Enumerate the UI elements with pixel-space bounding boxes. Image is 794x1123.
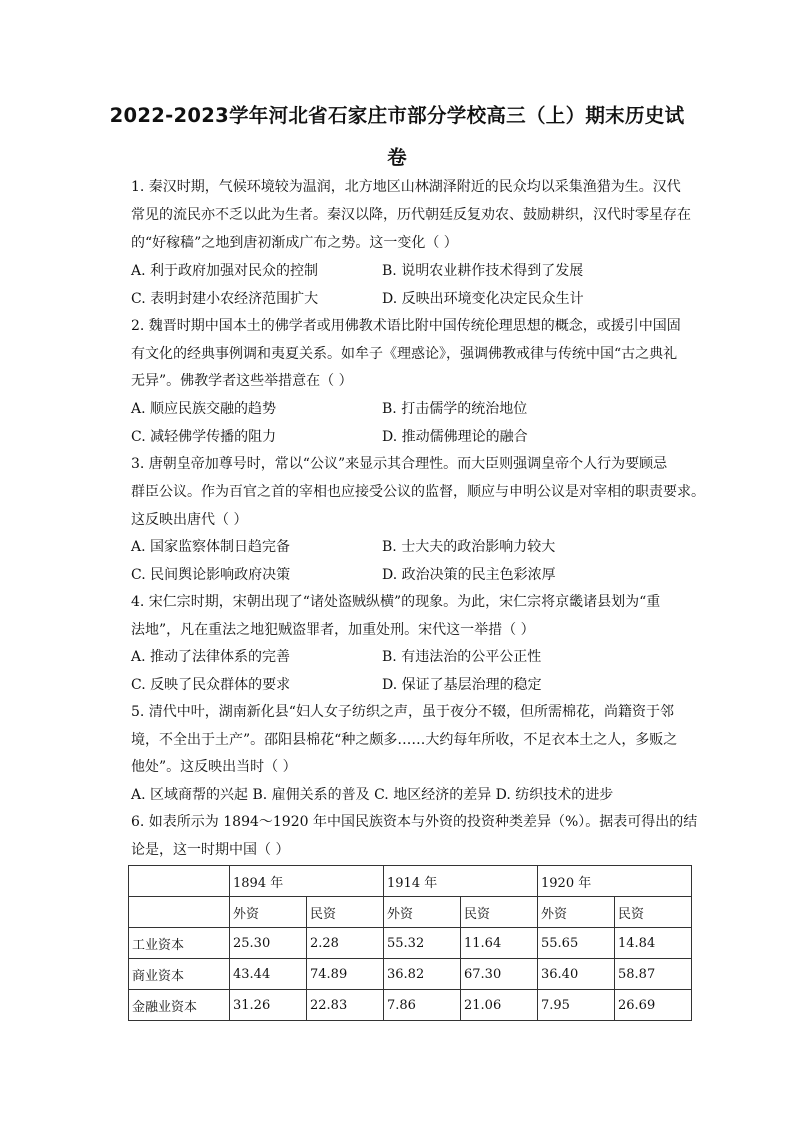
table-year-header: 1894 年 [230,866,384,897]
question-1-option-c: C. 表明封建小农经济范围扩大 [131,291,319,307]
table-cell: 31.26 [230,990,307,1021]
question-3-option-b: B. 士大夫的政治影响力较大 [382,539,556,555]
table-cell: 58.87 [615,959,692,990]
question-1-option-a: A. 利于政府加强对民众的控制 [131,263,319,279]
question-3-line-3: 这反映出唐代（ ） [131,512,248,528]
table-cell: 21.06 [461,990,538,1021]
table-cell: 67.30 [461,959,538,990]
table-corner-cell [129,866,230,897]
table-cell: 55.65 [538,928,615,959]
table-cell: 7.95 [538,990,615,1021]
question-5-line-1: 5. 清代中叶，湖南新化县“妇人女子纺织之声，虽于夜分不辍，但所需棉花，尚籍资于邻 [131,704,674,720]
table-cell: 22.83 [307,990,384,1021]
question-2-option-d: D. 推动儒佛理论的融合 [382,429,528,445]
table-corner-cell [129,897,230,928]
table-cell: 26.69 [615,990,692,1021]
table-row [129,928,692,959]
table-subheader: 民资 [615,897,692,928]
question-4-option-c: C. 反映了民众群体的要求 [131,677,291,693]
table-subheader: 外资 [384,897,461,928]
page-title: 2022-2023学年河北省石家庄市部分学校高三（上）期末历史试 [109,104,685,127]
question-6-line-1: 6. 如表所示为 1894～1920 年中国民族资本与外资的投资种类差异（%）。据表可得出的结 [131,814,698,830]
question-1-option-d: D. 反映出环境变化决定民众生计 [382,291,584,307]
table-subheader-row [129,897,692,928]
table-row [129,959,692,990]
question-3-option-a: A. 国家监察体制日趋完备 [131,539,291,555]
table-cell: 55.32 [384,928,461,959]
question-1-line-2: 常见的流民亦不乏以此为生者。秦汉以降，历代朝廷反复劝农、鼓励耕织，汉代时零星存在 [131,207,691,223]
question-4-line-2: 法地”，凡在重法之地犯贼盗罪者，加重处刑。宋代这一举措（ ） [131,622,535,638]
question-3-line-2: 群臣公议。作为百官之首的宰相也应接受公议的监督，顺应与申明公议是对宰相的职责要求。 [131,484,705,500]
row-label: 工业资本 [129,928,230,959]
question-4-option-d: D. 保证了基层治理的稳定 [382,677,542,693]
table-cell: 2.28 [307,928,384,959]
table-subheader: 外资 [538,897,615,928]
table-cell: 25.30 [230,928,307,959]
table-cell: 36.40 [538,959,615,990]
question-2-option-c: C. 减轻佛学传播的阻力 [131,429,277,445]
table-subheader: 民资 [307,897,384,928]
table-cell: 14.84 [615,928,692,959]
table-subheader: 民资 [461,897,538,928]
question-1-line-1: 1. 秦汉时期，气候环境较为温润，北方地区山林湖泽附近的民众均以采集渔猎为生。汉代 [131,179,681,195]
question-5-options: A. 区域商帮的兴起 B. 雇佣关系的普及 C. 地区经济的差异 D. 纺织技术的进步 [131,787,614,803]
investment-table [128,865,692,1021]
row-label: 金融业资本 [129,990,230,1021]
question-3-option-d: D. 政治决策的民主色彩浓厚 [382,567,556,583]
table-year-header: 1920 年 [538,866,692,897]
table-row [129,990,692,1021]
question-2-option-b: B. 打击儒学的统治地位 [382,401,528,417]
question-1-option-b: B. 说明农业耕作技术得到了发展 [382,263,584,279]
question-2-line-2: 有文化的经典事例调和夷夏关系。如牟子《理惑论》，强调佛教戒律与传统中国“古之典礼 [131,346,678,362]
question-4-option-a: A. 推动了法律体系的完善 [131,649,291,665]
question-3-line-1: 3. 唐朝皇帝加尊号时，常以“公议”来显示其合理性。而大臣则强调皇帝个人行为要顾忌 [131,456,668,472]
table-cell: 7.86 [384,990,461,1021]
question-2-line-3: 无异”。佛教学者这些举措意在（ ） [131,373,353,389]
question-3-option-c: C. 民间舆论影响政府决策 [131,567,291,583]
question-6-line-2: 论是，这一时期中国（ ） [131,842,290,858]
question-5-line-2: 境，不全出于土产”。邵阳县棉花“种之颇多……大约每年所收，不足衣本土之人，多贩之 [131,732,678,748]
table-year-header: 1914 年 [384,866,538,897]
question-5-line-3: 他处”。这反映出当时（ ） [131,759,297,775]
table-subheader: 外资 [230,897,307,928]
table-cell: 74.89 [307,959,384,990]
page-title-continued: 卷 [387,146,407,169]
question-2-option-a: A. 顺应民族交融的趋势 [131,401,277,417]
question-4-line-1: 4. 宋仁宗时期，宋朝出现了“诸处盗贼纵横”的现象。为此，宋仁宗将京畿诸县划为“重 [131,594,661,610]
question-1-line-3: 的“好稼穑”之地到唐初渐成广布之势。这一变化（ ） [131,235,458,251]
question-2-line-1: 2. 魏晋时期中国本土的佛学者或用佛教术语比附中国传统伦理思想的概念，或援引中国固 [131,318,681,334]
question-4-option-b: B. 有违法治的公平公正性 [382,649,542,665]
table-header-row [129,866,692,897]
table-cell: 43.44 [230,959,307,990]
row-label: 商业资本 [129,959,230,990]
table-cell: 11.64 [461,928,538,959]
table-cell: 36.82 [384,959,461,990]
